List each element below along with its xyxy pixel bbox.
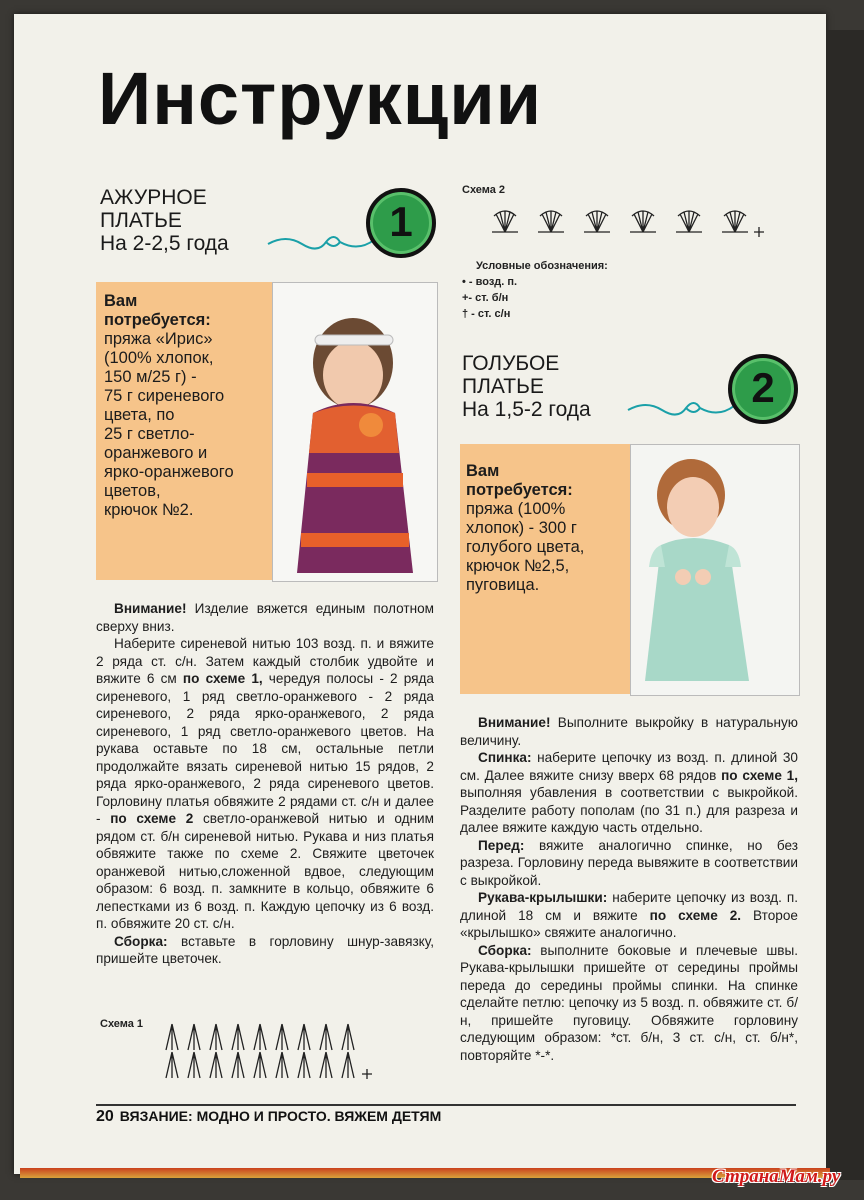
- project2-number-badge: 2: [728, 354, 798, 424]
- project1-heading: [100, 186, 229, 255]
- project1-title-line2: ПЛАТЬЕ: [100, 209, 182, 232]
- sleeve-label: Рукава-крылышки:: [478, 890, 608, 905]
- scheme2-label: Схема 2: [462, 184, 506, 196]
- legend-title: Условные обозначения:: [476, 260, 608, 272]
- assembly-label: Сборка:: [478, 942, 532, 958]
- project1-need-line: 75 г сиреневого: [104, 387, 225, 405]
- magazine-name: ВЯЗАНИЕ: МОДНО И ПРОСТО. ВЯЖЕМ ДЕТЯМ: [119, 1108, 442, 1124]
- legend-item-dc: † - ст. с/н: [462, 308, 511, 320]
- attention-label: Внимание!: [478, 715, 551, 730]
- page-edge-shadow: [826, 30, 864, 1180]
- assembly-label: Сборка:: [114, 933, 168, 949]
- footer-rule: [96, 1104, 796, 1106]
- scheme-ref: по схеме 2.: [649, 907, 742, 923]
- project2-need-label-1: Вам: [466, 462, 500, 480]
- thread-swirl-icon: [266, 228, 376, 258]
- project1-need-line: пряжа «Ирис»: [104, 330, 213, 348]
- project1-title-line3: На 2-2,5 года: [100, 232, 229, 255]
- page-footer: [96, 1108, 441, 1126]
- project2-materials-text: [466, 462, 628, 595]
- project1-title-line1: АЖУРНОЕ: [100, 186, 207, 209]
- project1-need-line: 25 г светло-: [104, 425, 195, 443]
- project1-need-line: цвета, по: [104, 406, 175, 424]
- page-edge-color-strip: [20, 1168, 830, 1178]
- project1-need-line: ярко-оранжевого: [104, 463, 234, 481]
- legend: [462, 258, 608, 322]
- project1-need-line: (100% хлопок,: [104, 349, 214, 367]
- page-title: Инструкции: [98, 57, 543, 140]
- project1-need-line: 150 м/25 г) -: [104, 368, 197, 386]
- instruction-text: Второе «крылышко» свяжите аналогично.: [460, 907, 798, 940]
- project1-need-line: цветов,: [104, 482, 161, 500]
- instruction-text: наберите цепочку из возд. п. длиной 18 см и вяжите: [460, 890, 798, 923]
- project2-need-line: крючок №2,5,: [466, 557, 570, 575]
- project2-need-line: голубого цвета,: [466, 538, 585, 556]
- project2-title-line3: На 1,5-2 года: [462, 398, 591, 421]
- instruction-text: чередуя полосы - 2 ряда сиреневого, 1 ряд светло-оранжевого - 2 ряда сиреневого, 2 ряда ярко-оранжевого, 2 ряда сиреневого, 1 ряд светло-оранжевого цветов. На рукава оставьте по 18 см, остальные петли продолжайте вязать сиреневой нитью 15 рядов, 2 ряда ярко-оранжевого, 2 ряда сиреневого цветов. Горловину платья обвяжите 2 рядами ст. с/н и далее -: [96, 671, 434, 826]
- instruction-text: Наберите сиреневой нитью 103 возд. п. и вяжите 2 ряда ст. с/н. Затем каждый столбик удвойте и вяжите 6 см: [96, 636, 434, 686]
- project1-need-line: оранжевого и: [104, 444, 208, 462]
- assembly-text: выполните боковые и плечевые швы. Рукава-крылышки пришейте от середины проймы переда до середины проймы спинки. На спинке сделайте петлю: цепочку из 5 возд. п. обвяжите ст. б/н, пришейте пуговицу. Обвяжите горловину следующим образом: *ст. б/н, 3 ст. с/н, ст. б/н*, повторяйте *-*.: [460, 942, 798, 1063]
- page-number: 20: [96, 1108, 114, 1125]
- scheme-ref: по схеме 1,: [721, 767, 798, 783]
- attention-text: Изделие вяжется единым полотном сверху вниз.: [96, 601, 434, 634]
- legend-item-chain: • - возд. п.: [462, 276, 518, 288]
- instruction-text: вяжите аналогично спинке, но без разреза. Горловину переда вывяжите в соответствии с выкройкой.: [460, 837, 798, 888]
- crochet-scheme2-diagram: [488, 206, 768, 240]
- project2-need-line: хлопок) - 300 г: [466, 519, 577, 537]
- watermark-logo: СтранаМам.ру: [712, 1166, 841, 1187]
- legend-item-sc: +- ст. б/н: [462, 292, 509, 304]
- project2-title-line2: ПЛАТЬЕ: [462, 375, 544, 398]
- project2-need-line: пряжа (100%: [466, 500, 566, 518]
- front-label: Перед:: [478, 837, 525, 853]
- assembly-text: вставьте в горловину шнур-завязку, пришейте цветочек.: [96, 933, 434, 966]
- project1-materials-text: [104, 292, 272, 520]
- instruction-text: светло-оранжевой нитью и одним рядом ст. б/н сиреневой нитью. Рукава и низ платья обвяжите также по схеме 2. Свяжите цветочек оранжевой нитью,сложенной вдвое, следующим образом: 6 возд. п. замкните в кольцо, обвяжите 6 лепестками из 6 возд. п. Каждую цепочку из 6 возд. п. обвяжите 20 ст. с/н.: [96, 811, 434, 931]
- instruction-text: выполняя убавления в соответствии с выкройкой. Разделите работу пополам (по 31 п.) для разреза и далее вяжите каждую часть отдельно.: [460, 785, 798, 835]
- project1-need-label-2: потребуется:: [104, 311, 211, 329]
- project2-instructions: [460, 714, 798, 1064]
- project1-need-label-1: Вам: [104, 292, 138, 310]
- photo-girl-lilac-dress: [272, 282, 438, 582]
- instruction-text: наберите цепочку из возд. п. длиной 30 см. Далее вяжите снизу вверх 68 рядов: [460, 750, 798, 783]
- photo-girl-blue-dress: [630, 444, 800, 696]
- scheme1-label: Схема 1: [100, 1018, 144, 1030]
- project1-need-line: крючок №2.: [104, 501, 194, 519]
- thread-swirl-icon: [626, 394, 736, 424]
- project2-need-line: пуговица.: [466, 576, 540, 594]
- scheme-ref: по схеме 2: [110, 811, 194, 826]
- attention-label: Внимание!: [114, 601, 187, 616]
- project2-title-line1: ГОЛУБОЕ: [462, 352, 560, 375]
- attention-text: Выполните выкройку в натуральную величину.: [460, 715, 798, 748]
- project2-need-label-2: потребуется:: [466, 481, 573, 499]
- scheme-ref: по схеме 1,: [182, 671, 263, 686]
- project1-number-badge: 1: [366, 188, 436, 258]
- project1-instructions: [96, 600, 434, 968]
- project2-heading: [462, 352, 591, 421]
- crochet-scheme1-diagram: [158, 1020, 378, 1084]
- back-label: Спинка:: [478, 750, 532, 765]
